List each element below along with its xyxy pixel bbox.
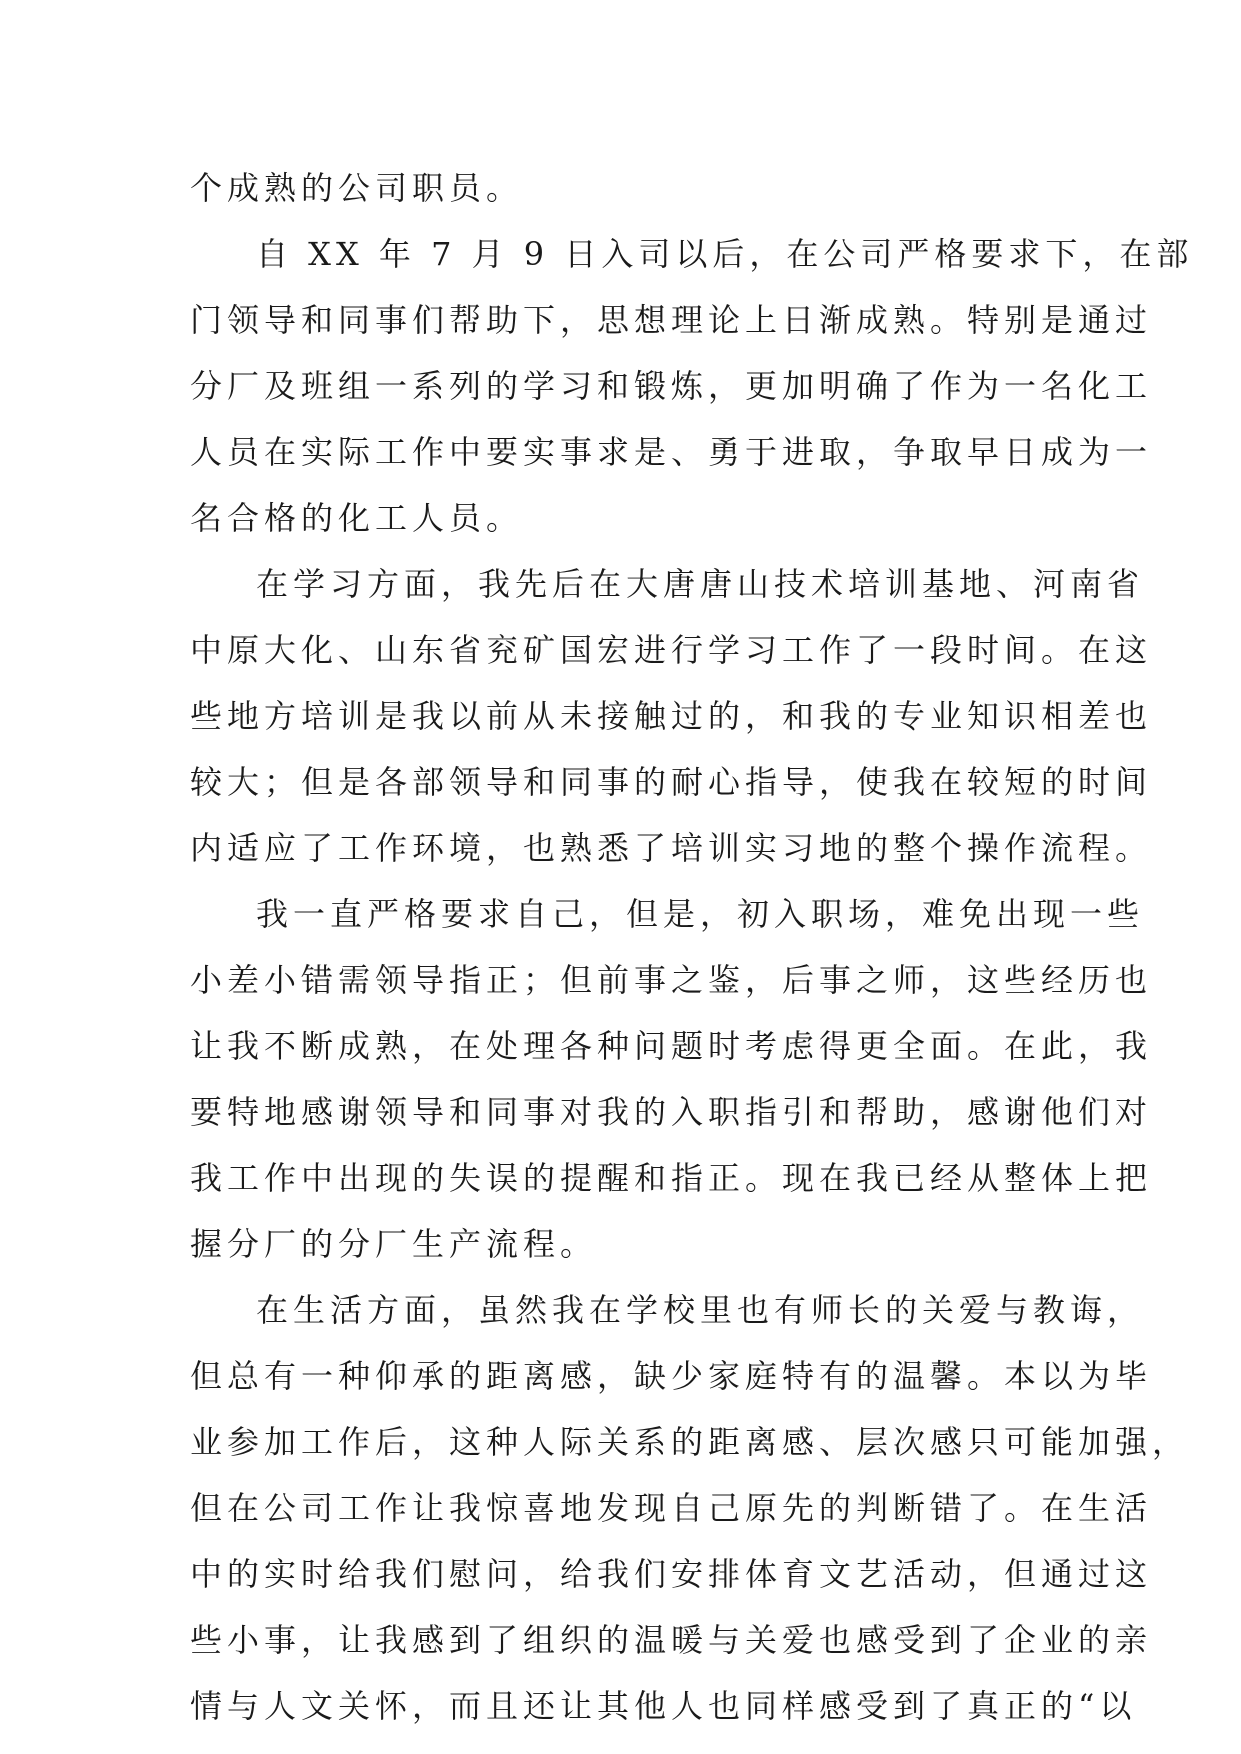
text-line: 内适应了工作环境，也熟悉了培训实习地的整个操作流程。 xyxy=(190,829,1153,867)
text-line: 人员在实际工作中要实事求是、勇于进取，争取早日成为一 xyxy=(190,433,1153,471)
text-line: 中原大化、山东省兖矿国宏进行学习工作了一段时间。在这 xyxy=(190,631,1153,669)
text-line: 较大；但是各部领导和同事的耐心指导，使我在较短的时间 xyxy=(190,763,1153,801)
text-line: 在生活方面，虽然我在学校里也有师长的关爱与教诲， xyxy=(256,1291,1145,1329)
text-line: 名合格的化工人员。 xyxy=(190,499,524,537)
text-line: 但在公司工作让我惊喜地发现自己原先的判断错了。在生活 xyxy=(190,1489,1153,1527)
text-line: 个成熟的公司职员。 xyxy=(190,169,524,207)
text-line: 在学习方面，我先后在大唐唐山技术培训基地、河南省 xyxy=(256,565,1145,603)
text-line: 握分厂的分厂生产流程。 xyxy=(190,1225,598,1263)
text-line: 业参加工作后，这种人际关系的距离感、层次感只可能加强， xyxy=(190,1423,1190,1461)
text-line: 些地方培训是我以前从未接触过的，和我的专业知识相差也 xyxy=(190,697,1153,735)
text-line: 中的实时给我们慰问，给我们安排体育文艺活动，但通过这 xyxy=(190,1555,1153,1593)
text-line: 自 XX 年 7 月 9 日入司以后，在公司严格要求下，在部 xyxy=(256,235,1194,273)
text-line: 情与人文关怀，而且还让其他人也同样感受到了真正的“以 xyxy=(190,1687,1137,1725)
text-line: 分厂及班组一系列的学习和锻炼，更加明确了作为一名化工 xyxy=(190,367,1153,405)
text-line: 要特地感谢领导和同事对我的入职指引和帮助，感谢他们对 xyxy=(190,1093,1153,1131)
text-line: 小差小错需领导指正；但前事之鉴，后事之师，这些经历也 xyxy=(190,961,1153,999)
text-line: 但总有一种仰承的距离感，缺少家庭特有的温馨。本以为毕 xyxy=(190,1357,1153,1395)
text-line: 些小事，让我感到了组织的温暖与关爱也感受到了企业的亲 xyxy=(190,1621,1153,1659)
text-line: 让我不断成熟，在处理各种问题时考虑得更全面。在此，我 xyxy=(190,1027,1153,1065)
text-line: 我一直严格要求自己，但是，初入职场，难免出现一些 xyxy=(256,895,1145,933)
document-body xyxy=(190,155,1194,1739)
text-line: 我工作中出现的失误的提醒和指正。现在我已经从整体上把 xyxy=(190,1159,1153,1197)
text-line: 门领导和同事们帮助下，思想理论上日渐成熟。特别是通过 xyxy=(190,301,1153,339)
